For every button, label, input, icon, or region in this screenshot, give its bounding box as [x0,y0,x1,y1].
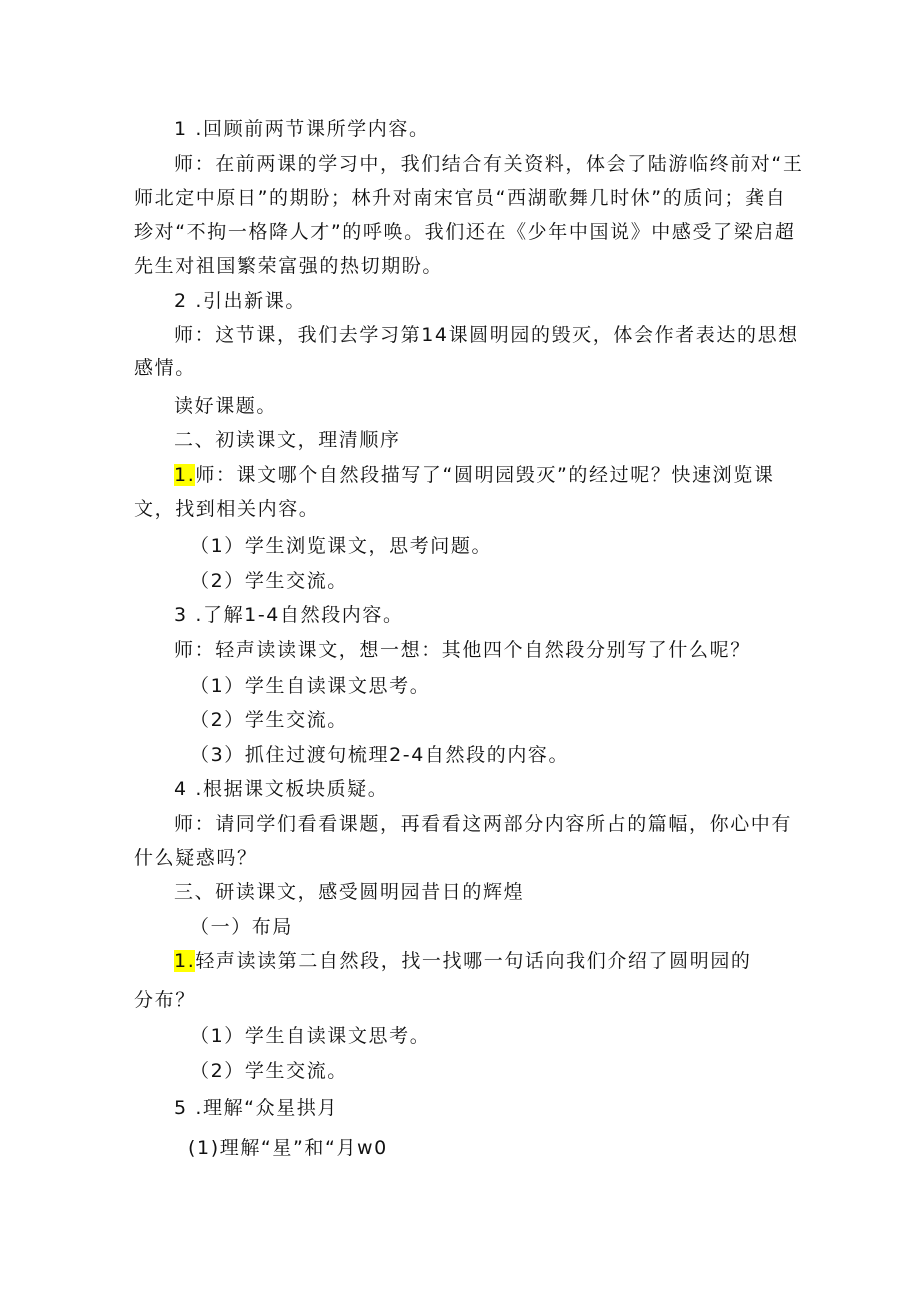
paragraph-line: 师：这节课，我们去学习第14课圆明园的毁灭，体会作者表达的思想 [174,324,799,346]
paragraph-line: 感情。 [134,357,196,379]
section-heading: 二、初读课文，理清顺序 [174,429,401,451]
paragraph-line: 师：请同学们看看课题，再看看这两部分内容所占的篇幅，你心中有 [174,813,793,835]
paragraph-line: 师：在前两课的学习中，我们结合有关资料，体会了陆游临终前对“王 [174,153,804,175]
list-item: （2）学生交流。 [190,709,348,731]
paragraph-line: 分布？ [134,989,196,1011]
list-item: （1）学生自读课文思考。 [190,675,431,697]
paragraph-line: 文，找到相关内容。 [134,498,320,520]
section-item-5: 5 .理解“众星拱月 [174,1097,339,1119]
section-item-3: 3 .了解1-4自然段内容。 [174,604,404,626]
section-item-1: 1 .回顾前两节课所学内容。 [174,118,430,140]
paragraph-line: 师北定中原日”的期盼；林升对南宋官员“西湖歌舞几时休”的质问；龚自 [134,187,787,209]
paragraph-line: 读好课题。 [174,395,278,417]
paragraph-line [174,460,774,490]
section-heading: 三、研读课文，感受圆明园昔日的辉煌 [174,881,525,903]
section-item-2: 2 .引出新课。 [174,290,306,312]
paragraph-line: 什么疑惑吗？ [134,847,258,869]
paragraph-line: 师：轻声读读课文，想一想：其他四个自然段分别写了什么呢？ [174,639,751,661]
paragraph-text: 轻声读读第二自然段，找一找哪一句话向我们介绍了圆明园的 [195,950,752,972]
paragraph-line: 先生对祖国繁荣富强的热切期盼。 [134,255,444,277]
list-item: （2）学生交流。 [190,570,348,592]
list-item: （1）学生浏览课文，思考问题。 [190,535,493,557]
paragraph-text: 师：课文哪个自然段描写了“圆明园毁灭”的经过呢？快速浏览课 [195,464,775,486]
highlighted-marker: 1. [174,464,196,486]
subsection-heading: （一）布局 [190,916,294,938]
list-item: （1）学生自读课文思考。 [190,1025,431,1047]
list-item: (1)理解“星”和“月w0 [188,1137,388,1159]
highlighted-marker: 1. [174,950,196,972]
list-item: （2）学生交流。 [190,1060,348,1082]
section-item-4: 4 .根据课文板块质疑。 [174,778,389,800]
paragraph-line: 珍对“不拘一格降人才”的呼唤。我们还在《少年中国说》中感受了梁启超 [134,221,796,243]
paragraph-line [174,946,752,976]
list-item: （3）抓住过渡句梳理2-4自然段的内容。 [190,744,570,766]
